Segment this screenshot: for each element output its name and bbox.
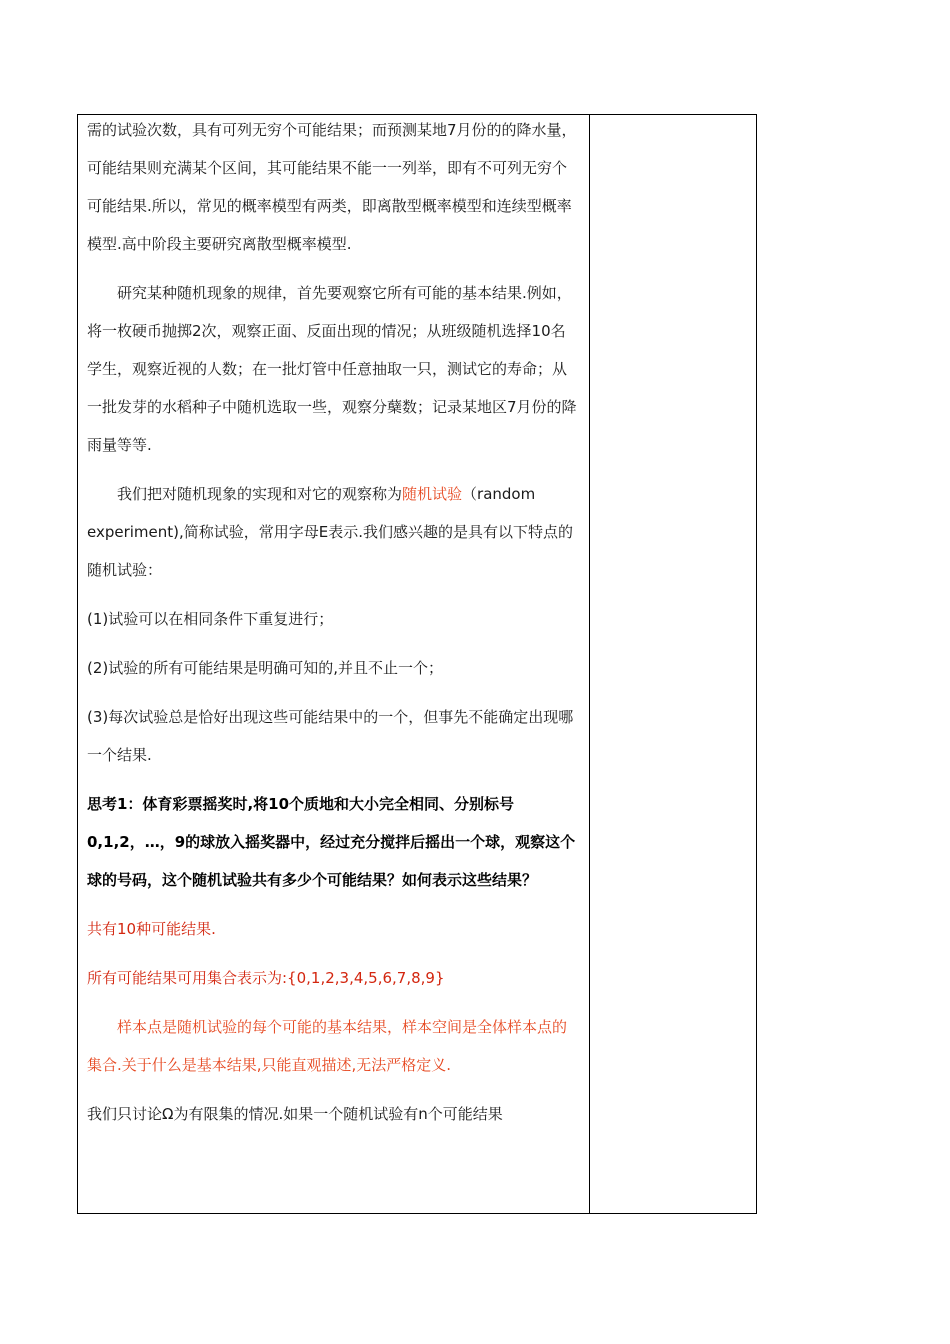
term-random-experiment: 随机试验 (402, 485, 463, 503)
paragraph-random-experiment (87, 475, 580, 589)
think-question-1: 思考1：体育彩票摇奖时,将10个质地和大小完全相同、分别标号0,1,2，…，9的球放入摇奖器中，经过充分搅拌后摇出一个球，观察这个球的号码，这个随机试验共有多少个可能结果？如何表示这些结果？ (87, 795, 576, 889)
list-item-2: (2)试验的所有可能结果是明确可知的,并且不止一个； (87, 659, 444, 677)
notes-cell (590, 115, 756, 1213)
paragraph-model-types: 需的试验次数，具有可列无穷个可能结果；而预测某地7月份的的降水量，可能结果则充满某个区间，其可能结果不能一一列举，即有不可列无穷个可能结果.所以，常见的概率模型有两类，即离散型概率模型和连续型概率模型.高中阶段主要研究离散型概率模型. (87, 121, 577, 253)
list-item-1: (1)试验可以在相同条件下重复进行； (87, 610, 334, 628)
paragraph-finite-omega: 我们只讨论Ω为有限集的情况.如果一个随机试验有n个可能结果 (87, 1105, 503, 1123)
paragraph-examples: 研究某种随机现象的规律，首先要观察它所有可能的基本结果.例如，将一枚硬币抛掷2次，观察正面、反面出现的情况；从班级随机选择10名学生，观察近视的人数；在一批灯管中任意抽取一只，测试它的寿命；从一批发芽的水稻种子中随机选取一些，观察分蘖数；记录某地区7月份的降雨量等等. (87, 284, 577, 454)
text-after-term: （random experiment),简称试验，常用字母E表示.我们感兴趣的是具有以下特点的随机试验： (87, 485, 574, 579)
text-before-term: 我们把对随机现象的实现和对它的观察称为 (117, 485, 403, 503)
definition-sample-point: 样本点是随机试验的每个可能的基本结果，样本空间是全体样本点的集合.关于什么是基本结果,只能直观描述,无法严格定义. (87, 1018, 568, 1074)
answer-count: 共有10种可能结果. (87, 920, 216, 938)
list-item-3: (3)每次试验总是恰好出现这些可能结果中的一个，但事先不能确定出现哪一个结果. (87, 708, 574, 764)
content-cell (78, 115, 590, 1213)
lesson-table (77, 114, 757, 1214)
answer-set: 所有可能结果可用集合表示为:{0,1,2,3,4,5,6,7,8,9} (87, 969, 445, 987)
